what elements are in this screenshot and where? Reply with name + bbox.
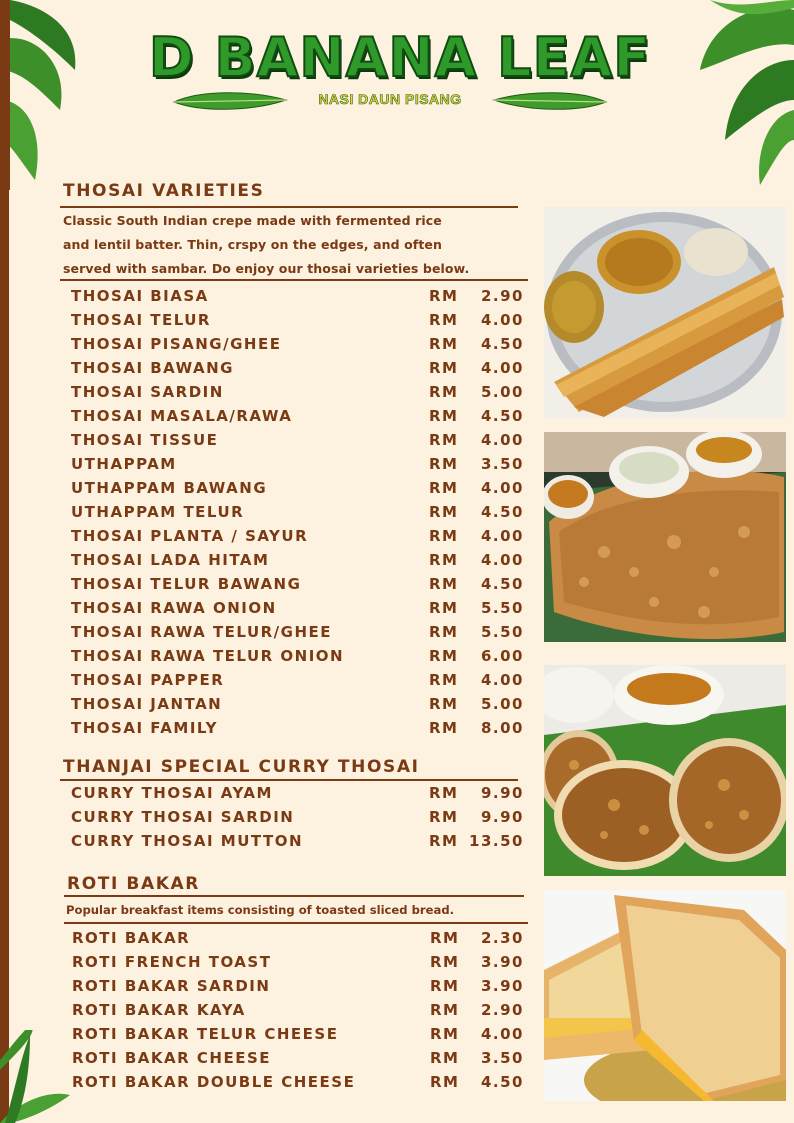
section-heading-thosai: THOSAI VARIETIES — [63, 181, 265, 201]
menu-item-name: THOSAI PLANTA / SAYUR — [71, 527, 309, 545]
menu-item-price: 9.90 — [480, 808, 524, 826]
menu-item — [71, 572, 526, 596]
menu-item-currency: RM — [429, 383, 459, 401]
menu-item-currency: RM — [429, 623, 459, 641]
menu-item — [72, 974, 526, 998]
menu-item-price: 6.00 — [480, 647, 524, 665]
menu-item — [71, 829, 526, 853]
menu-item-price: 4.00 — [480, 527, 524, 545]
menu-item — [71, 380, 526, 404]
divider — [60, 206, 518, 208]
crispy-thosai-photo — [544, 432, 786, 642]
menu-item — [72, 950, 526, 974]
leaf-ornament-right-icon — [490, 90, 610, 112]
menu-item-price: 4.00 — [480, 671, 524, 689]
menu-item-currency: RM — [429, 808, 459, 826]
restaurant-subtitle: NASI DAUN PISANG — [318, 91, 462, 107]
subtitle-banner — [170, 88, 610, 114]
menu-item-price: 13.50 — [469, 832, 524, 850]
menu-item-name: THOSAI SARDIN — [71, 383, 224, 401]
menu-item — [71, 332, 526, 356]
menu-item-name: UTHAPPAM — [71, 455, 177, 473]
menu-item-price: 4.00 — [480, 311, 524, 329]
menu-item-price: 4.00 — [480, 479, 524, 497]
menu-item — [71, 500, 526, 524]
menu-item-currency: RM — [429, 575, 459, 593]
menu-item — [72, 926, 526, 950]
menu-item — [72, 998, 526, 1022]
menu-item-currency: RM — [429, 832, 459, 850]
menu-list-thanjai — [71, 781, 526, 853]
menu-item — [72, 1022, 526, 1046]
menu-item-name: ROTI FRENCH TOAST — [72, 953, 272, 971]
uthappam-photo — [544, 665, 786, 876]
menu-list-thosai — [71, 284, 526, 740]
menu-item — [71, 805, 526, 829]
divider — [64, 895, 524, 897]
menu-item-price: 4.50 — [480, 407, 524, 425]
palm-leaf-top-left-icon — [0, 0, 80, 190]
menu-item — [71, 668, 526, 692]
menu-item-price: 4.50 — [480, 503, 524, 521]
menu-item-name: THOSAI JANTAN — [71, 695, 223, 713]
menu-item — [71, 404, 526, 428]
menu-item-name: THOSAI RAWA TELUR ONION — [71, 647, 345, 665]
menu-item-price: 4.50 — [480, 335, 524, 353]
menu-item-price: 4.00 — [480, 551, 524, 569]
menu-item-price: 4.00 — [480, 431, 524, 449]
palm-leaf-top-right-icon — [670, 0, 794, 190]
menu-item — [71, 692, 526, 716]
menu-item — [71, 524, 526, 548]
menu-item-name: ROTI BAKAR KAYA — [72, 1001, 246, 1019]
menu-item-price: 3.50 — [480, 455, 524, 473]
menu-item-name: THOSAI TELUR — [71, 311, 211, 329]
restaurant-title: D BANANA LEAF — [148, 26, 652, 89]
menu-item-price: 4.50 — [480, 575, 524, 593]
menu-item-currency: RM — [429, 311, 459, 329]
menu-item-currency: RM — [429, 431, 459, 449]
menu-item-name: CURRY THOSAI SARDIN — [71, 808, 295, 826]
thosai-plate-photo — [544, 207, 786, 418]
menu-item-currency: RM — [430, 977, 460, 995]
menu-item-name: THOSAI BIASA — [71, 287, 209, 305]
menu-item-currency: RM — [430, 1025, 460, 1043]
menu-item-name: THOSAI PAPPER — [71, 671, 225, 689]
menu-item — [71, 308, 526, 332]
menu-item-name: THOSAI TELUR BAWANG — [71, 575, 302, 593]
menu-item — [71, 781, 526, 805]
description-line: served with sambar. Do enjoy our thosai varieties below. — [63, 261, 470, 276]
menu-item-name: THOSAI RAWA ONION — [71, 599, 277, 617]
menu-item-price: 3.50 — [480, 1049, 524, 1067]
menu-list-roti — [72, 926, 526, 1094]
menu-item-price: 8.00 — [480, 719, 524, 737]
menu-item — [71, 620, 526, 644]
menu-item-name: THOSAI TISSUE — [71, 431, 219, 449]
roti-bakar-photo — [544, 890, 786, 1101]
section-description-roti: Popular breakfast items consisting of toasted sliced bread. — [66, 903, 455, 917]
menu-item-price: 2.90 — [480, 287, 524, 305]
menu-item-currency: RM — [430, 1073, 460, 1091]
menu-item — [71, 596, 526, 620]
menu-item-price: 4.50 — [480, 1073, 524, 1091]
menu-item-currency: RM — [429, 599, 459, 617]
menu-item-name: ROTI BAKAR TELUR CHEESE — [72, 1025, 339, 1043]
menu-item — [72, 1046, 526, 1070]
menu-item-name: THOSAI RAWA TELUR/GHEE — [71, 623, 333, 641]
menu-item-price: 5.50 — [480, 623, 524, 641]
menu-item-currency: RM — [429, 335, 459, 353]
menu-item-currency: RM — [430, 1049, 460, 1067]
menu-item — [72, 1070, 526, 1094]
menu-item-price: 2.30 — [480, 929, 524, 947]
menu-item-currency: RM — [429, 784, 459, 802]
menu-item — [71, 476, 526, 500]
menu-item — [71, 284, 526, 308]
menu-item-currency: RM — [429, 551, 459, 569]
menu-item-name: CURRY THOSAI AYAM — [71, 784, 273, 802]
menu-item-currency: RM — [429, 407, 459, 425]
menu-item-currency: RM — [429, 287, 459, 305]
description-line: and lentil batter. Thin, crspy on the edges, and often — [63, 237, 443, 252]
menu-item-currency: RM — [429, 527, 459, 545]
menu-item-price: 4.00 — [480, 1025, 524, 1043]
menu-item — [71, 548, 526, 572]
menu-item-name: ROTI BAKAR — [72, 929, 191, 947]
divider — [64, 922, 528, 924]
menu-item-price: 5.50 — [480, 599, 524, 617]
menu-item-price: 4.00 — [480, 359, 524, 377]
section-heading-thanjai: THANJAI SPECIAL CURRY THOSAI — [63, 757, 420, 777]
menu-item-price: 9.90 — [480, 784, 524, 802]
section-description-thosai — [63, 209, 533, 281]
menu-item-name: ROTI BAKAR SARDIN — [72, 977, 271, 995]
menu-item-price: 3.90 — [480, 977, 524, 995]
menu-item-name: ROTI BAKAR CHEESE — [72, 1049, 271, 1067]
menu-item — [71, 644, 526, 668]
divider — [60, 279, 528, 281]
menu-item-price: 5.00 — [480, 383, 524, 401]
menu-item-currency: RM — [430, 953, 460, 971]
menu-item-name: THOSAI FAMILY — [71, 719, 218, 737]
menu-item-name: THOSAI BAWANG — [71, 359, 234, 377]
menu-item — [71, 452, 526, 476]
menu-item-currency: RM — [429, 695, 459, 713]
menu-item-name: THOSAI LADA HITAM — [71, 551, 270, 569]
menu-item-currency: RM — [429, 455, 459, 473]
menu-item-currency: RM — [429, 647, 459, 665]
menu-item-price: 5.00 — [480, 695, 524, 713]
menu-item — [71, 716, 526, 740]
description-line: Classic South Indian crepe made with fermented rice — [63, 213, 442, 228]
menu-item-currency: RM — [429, 479, 459, 497]
menu-item-currency: RM — [430, 1001, 460, 1019]
menu-item-currency: RM — [429, 719, 459, 737]
menu-item-name: THOSAI PISANG/GHEE — [71, 335, 282, 353]
menu-item-currency: RM — [429, 671, 459, 689]
menu-item-name: UTHAPPAM TELUR — [71, 503, 245, 521]
menu-item-currency: RM — [429, 359, 459, 377]
menu-item-currency: RM — [430, 929, 460, 947]
leaf-ornament-left-icon — [170, 90, 290, 112]
menu-item — [71, 428, 526, 452]
section-heading-roti: ROTI BAKAR — [67, 874, 200, 894]
menu-item-currency: RM — [429, 503, 459, 521]
menu-item-name: ROTI BAKAR DOUBLE CHEESE — [72, 1073, 356, 1091]
menu-item-name: CURRY THOSAI MUTTON — [71, 832, 304, 850]
menu-item-name: THOSAI MASALA/RAWA — [71, 407, 293, 425]
menu-item-name: UTHAPPAM BAWANG — [71, 479, 268, 497]
menu-item-price: 2.90 — [480, 1001, 524, 1019]
menu-item — [71, 356, 526, 380]
menu-item-price: 3.90 — [480, 953, 524, 971]
palm-leaf-bottom-left-icon — [0, 1030, 80, 1123]
